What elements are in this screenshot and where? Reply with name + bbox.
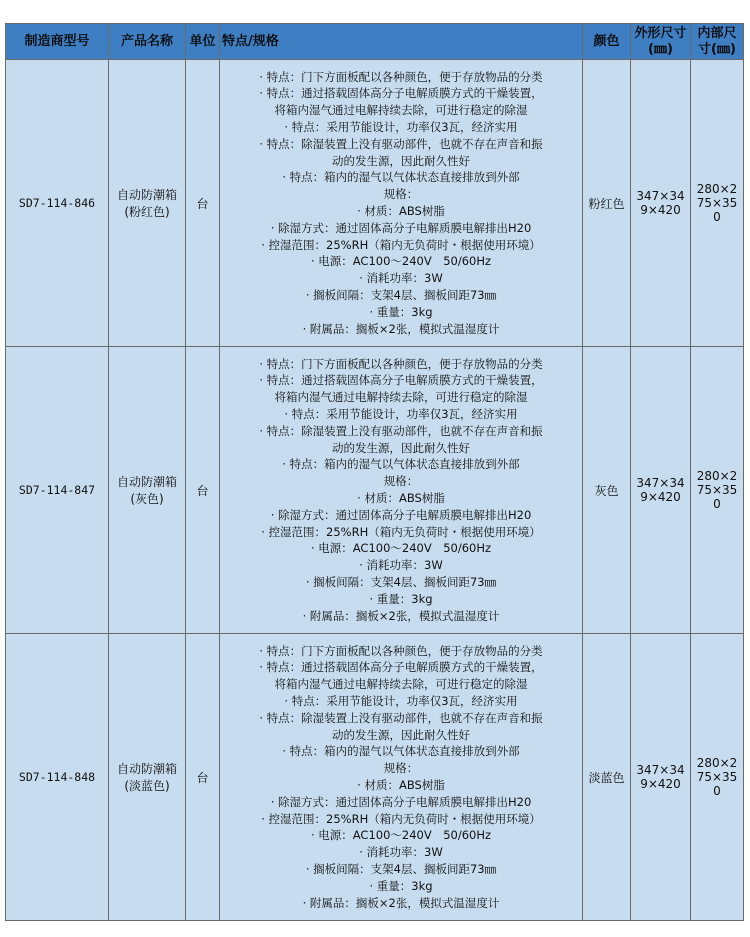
- table-body: [6, 60, 744, 921]
- feature-line: · 特点：箱内的湿气以气体状态直接排放到外部: [282, 744, 520, 759]
- feature-line: · 材质：ABS树脂: [357, 491, 445, 505]
- feature-line: · 附属品：搁板×2张，模拟式温湿度计: [302, 895, 500, 910]
- feature-line: · 特点：采用节能设计，功率仅3瓦，经济实用: [284, 694, 518, 709]
- feature-line: · 特点：除湿装置上没有驱动部件，也就不存在声音和振: [259, 423, 543, 438]
- header-color: 颜色: [583, 24, 631, 60]
- cell-inner-size: 280×275×350: [691, 60, 744, 347]
- cell-model: SD7-114-847: [6, 347, 109, 634]
- feature-line: 规格：: [383, 761, 419, 776]
- feature-line: 动的发生源，因此耐久性好: [332, 727, 470, 742]
- feature-line: · 电源：AC100～240V 50/60Hz: [310, 254, 492, 269]
- cell-features: [220, 347, 583, 634]
- feature-line: · 消耗功率：3W: [359, 558, 443, 573]
- header-outer-size: 外形尺寸(㎜): [631, 24, 691, 60]
- table-header: [6, 24, 744, 60]
- feature-line: · 特点：门下方面板配以各种颜色，便于存放物品的分类: [259, 356, 543, 371]
- table-row: [6, 634, 744, 921]
- feature-line: 将箱内湿气通过电解持续去除，可进行稳定的除湿: [274, 390, 528, 405]
- feature-line: · 附属品：搁板×2张，模拟式温湿度计: [302, 608, 500, 623]
- feature-line: · 搁板间隔：支架4层、搁板间距73㎜: [305, 287, 497, 302]
- feature-line: · 除湿方式：通过固体高分子电解质膜电解排出H20: [270, 220, 532, 235]
- header-name: 产品名称: [109, 24, 186, 60]
- feature-line: · 特点：采用节能设计，功率仅3瓦，经济实用: [284, 407, 518, 422]
- cell-outer-size: 347×349×420: [631, 347, 691, 634]
- feature-line: · 除湿方式：通过固体高分子电解质膜电解排出H20: [270, 794, 532, 809]
- feature-line: · 重量：3kg: [369, 878, 433, 893]
- feature-line: · 特点：通过搭载固体高分子电解质膜方式的干燥装置，: [259, 373, 543, 388]
- feature-line: 动的发生源，因此耐久性好: [332, 153, 470, 168]
- cell-outer-size: 347×349×420: [631, 634, 691, 921]
- header-inner-size: 内部尺寸(㎜): [691, 24, 744, 60]
- feature-line: 规格：: [383, 187, 419, 202]
- cell-product-name: 自动防潮箱(灰色): [109, 347, 186, 634]
- cell-inner-size: 280×275×350: [691, 634, 744, 921]
- feature-line: · 特点：箱内的湿气以气体状态直接排放到外部: [282, 170, 520, 185]
- cell-features: [220, 60, 583, 347]
- cell-color: 淡蓝色: [583, 634, 631, 921]
- feature-line: · 特点：通过搭载固体高分子电解质膜方式的干燥装置，: [259, 660, 543, 675]
- feature-line: · 除湿方式：通过固体高分子电解质膜电解排出H20: [270, 507, 532, 522]
- cell-inner-size: 280×275×350: [691, 347, 744, 634]
- feature-line: · 控湿范围：25%RH（箱内无负荷时・根据使用环境）: [261, 237, 541, 252]
- cell-model: SD7-114-848: [6, 634, 109, 921]
- cell-unit: 台: [186, 347, 220, 634]
- feature-line: · 控湿范围：25%RH（箱内无负荷时・根据使用环境）: [261, 524, 541, 539]
- product-table-container: [5, 23, 743, 921]
- feature-line: 将箱内湿气通过电解持续去除，可进行稳定的除湿: [274, 677, 528, 692]
- cell-color: 灰色: [583, 347, 631, 634]
- cell-outer-size: 347×349×420: [631, 60, 691, 347]
- feature-line: · 特点：采用节能设计，功率仅3瓦，经济实用: [284, 120, 518, 135]
- cell-unit: 台: [186, 634, 220, 921]
- feature-line: · 电源：AC100～240V 50/60Hz: [310, 828, 492, 843]
- feature-line: · 特点：通过搭载固体高分子电解质膜方式的干燥装置，: [259, 86, 543, 101]
- feature-line: · 电源：AC100～240V 50/60Hz: [310, 541, 492, 556]
- cell-model: SD7-114-846: [6, 60, 109, 347]
- cell-product-name: 自动防潮箱(粉红色): [109, 60, 186, 347]
- feature-line: · 特点：箱内的湿气以气体状态直接排放到外部: [282, 457, 520, 472]
- cell-features: [220, 634, 583, 921]
- table-row: [6, 347, 744, 634]
- header-features: 特点/规格: [220, 24, 583, 60]
- feature-line: · 特点：门下方面板配以各种颜色，便于存放物品的分类: [259, 69, 543, 84]
- feature-line: · 特点：门下方面板配以各种颜色，便于存放物品的分类: [259, 643, 543, 658]
- feature-line: · 搁板间隔：支架4层、搁板间距73㎜: [305, 861, 497, 876]
- feature-line: 规格：: [383, 474, 419, 489]
- header-model: 制造商型号: [6, 24, 109, 60]
- header-unit: 单位: [186, 24, 220, 60]
- feature-line: · 重量：3kg: [369, 591, 433, 606]
- cell-product-name: 自动防潮箱(淡蓝色): [109, 634, 186, 921]
- table-row: [6, 60, 744, 347]
- feature-line: · 特点：除湿装置上没有驱动部件，也就不存在声音和振: [259, 710, 543, 725]
- product-spec-table: [5, 23, 744, 921]
- feature-line: 动的发生源，因此耐久性好: [332, 440, 470, 455]
- feature-line: · 材质：ABS树脂: [357, 778, 445, 792]
- feature-line: · 消耗功率：3W: [359, 845, 443, 860]
- feature-line: · 重量：3kg: [369, 304, 433, 319]
- cell-unit: 台: [186, 60, 220, 347]
- feature-line: · 搁板间隔：支架4层、搁板间距73㎜: [305, 574, 497, 589]
- feature-line: 将箱内湿气通过电解持续去除，可进行稳定的除湿: [274, 103, 528, 118]
- feature-line: · 特点：除湿装置上没有驱动部件，也就不存在声音和振: [259, 136, 543, 151]
- cell-color: 粉红色: [583, 60, 631, 347]
- feature-line: · 消耗功率：3W: [359, 271, 443, 286]
- header-row: [6, 24, 744, 60]
- feature-line: · 材质：ABS树脂: [357, 204, 445, 218]
- feature-line: · 控湿范围：25%RH（箱内无负荷时・根据使用环境）: [261, 811, 541, 826]
- feature-line: · 附属品：搁板×2张，模拟式温湿度计: [302, 321, 500, 336]
